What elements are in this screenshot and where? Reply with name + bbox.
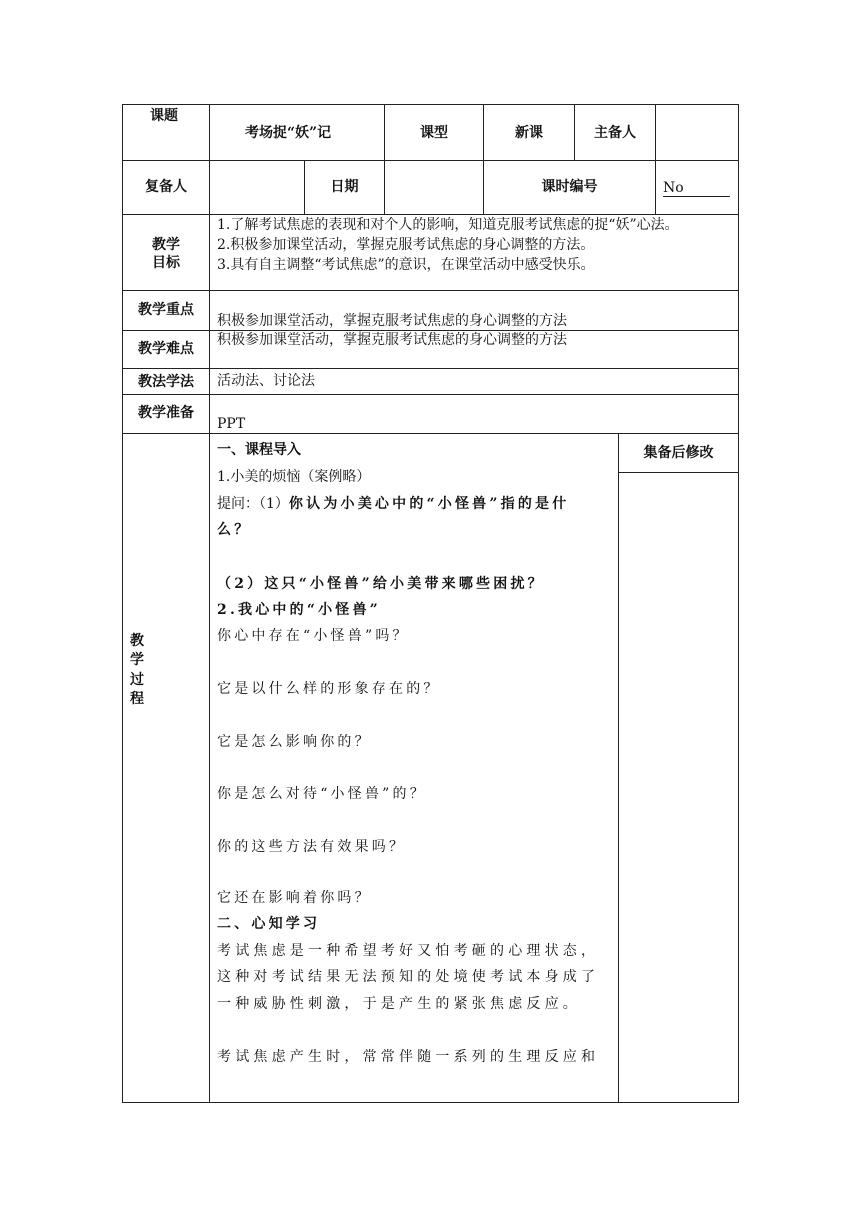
objective-item: 3.具有自主调整“考试焦虑”的意识，在课堂活动中感受快乐。 bbox=[217, 257, 595, 273]
lesson-number-underline bbox=[663, 196, 730, 197]
cell-divider bbox=[655, 104, 656, 214]
revision-column-divider bbox=[618, 433, 619, 1103]
topic-label: 课题 bbox=[150, 108, 178, 124]
table-border-left bbox=[122, 104, 123, 1103]
table-row-divider bbox=[122, 330, 739, 331]
question-2: （2）这只“小怪兽”给小美带来哪些困扰？ bbox=[217, 576, 545, 592]
paragraph-line: 这种对考试结果无法预知的处境使考试本身成了 bbox=[217, 969, 600, 985]
objectives-label-line2: 目标 bbox=[152, 255, 180, 271]
objective-item: 2.积极参加课堂活动，掌握克服考试焦虑的身心调整的方法。 bbox=[217, 237, 595, 253]
co-preparer-label: 复备人 bbox=[145, 179, 187, 195]
date-label: 日期 bbox=[330, 179, 359, 195]
case-line: 1.小美的烦恼（案例略） bbox=[217, 469, 371, 485]
objective-item: 1.了解考试焦虑的表现和对个人的影响，知道克服考试焦虑的捉“妖”心法。 bbox=[217, 217, 679, 233]
lesson-number-value: No bbox=[663, 180, 684, 196]
question-1 bbox=[217, 496, 569, 512]
table-border-top bbox=[122, 104, 739, 105]
table-row-divider bbox=[122, 368, 739, 369]
revision-column-header: 集备后修改 bbox=[643, 445, 714, 461]
table-row-divider bbox=[122, 160, 739, 161]
revision-header-divider bbox=[618, 472, 739, 473]
process-label-char: 过 bbox=[130, 672, 144, 688]
process-label-char: 学 bbox=[130, 652, 144, 668]
table-border-right bbox=[738, 104, 739, 1103]
table-border-bottom bbox=[122, 1102, 739, 1103]
paragraph-line: 考试焦虑是一种希望考好又怕考砸的心理状态， bbox=[217, 943, 600, 959]
cell-divider bbox=[384, 104, 385, 214]
key-points-label: 教学重点 bbox=[138, 302, 194, 318]
table-row-divider bbox=[122, 290, 739, 291]
topic-value: 考场捉“妖”记 bbox=[245, 125, 332, 141]
sub2-title: 2.我心中的“小怪兽” bbox=[217, 602, 381, 618]
label-column-divider bbox=[209, 104, 210, 1103]
cell-divider bbox=[483, 104, 484, 214]
section2-title: 二、心知学习 bbox=[217, 916, 321, 932]
question-1-text: 你认为小美心中的“小怪兽”指的是什 bbox=[288, 496, 570, 512]
methods-value: 活动法、讨论法 bbox=[217, 373, 315, 389]
question-1-continued: 么？ bbox=[217, 522, 252, 538]
preparation-value: PPT bbox=[217, 416, 246, 432]
methods-label: 教法学法 bbox=[138, 374, 194, 390]
process-label-char: 程 bbox=[130, 691, 144, 707]
paragraph-line: 一种威胁性刺激，于是产生的紧张焦虑反应。 bbox=[217, 996, 581, 1012]
difficulties-value: 积极参加课堂活动，掌握克服考试焦虑的身心调整的方法 bbox=[217, 332, 567, 348]
reflection-question: 它是怎么影响你的？ bbox=[217, 734, 372, 750]
paragraph-line: 考试焦虑产生时，常常伴随一系列的生理反应和 bbox=[217, 1049, 600, 1065]
lesson-number-label: 课时编号 bbox=[541, 179, 598, 195]
table-row-divider bbox=[122, 433, 739, 434]
reflection-question: 你的这些方法有效果吗？ bbox=[217, 839, 407, 855]
table-row-divider bbox=[122, 394, 739, 395]
key-points-value: 积极参加课堂活动，掌握克服考试焦虑的身心调整的方法 bbox=[217, 313, 567, 329]
question-1-prefix: 提问：（1） bbox=[217, 496, 289, 512]
process-label-char: 教 bbox=[130, 633, 144, 649]
reflection-question: 它是以什么样的形象存在的？ bbox=[217, 681, 441, 697]
lesson-type-label: 课型 bbox=[420, 125, 448, 141]
preparation-label: 教学准备 bbox=[138, 405, 194, 421]
objectives-label-line1: 教学 bbox=[152, 237, 180, 253]
reflection-question: 它还在影响着你吗？ bbox=[217, 890, 372, 906]
reflection-question: 你是怎么对待“小怪兽”的？ bbox=[217, 786, 427, 802]
reflection-question: 你心中存在“小怪兽”吗？ bbox=[217, 628, 410, 644]
lesson-type-value: 新课 bbox=[515, 125, 543, 141]
table-row-divider bbox=[122, 214, 739, 215]
section1-title: 一、课程导入 bbox=[217, 442, 301, 458]
difficulties-label: 教学难点 bbox=[138, 341, 194, 357]
preparer-label: 主备人 bbox=[594, 125, 636, 141]
